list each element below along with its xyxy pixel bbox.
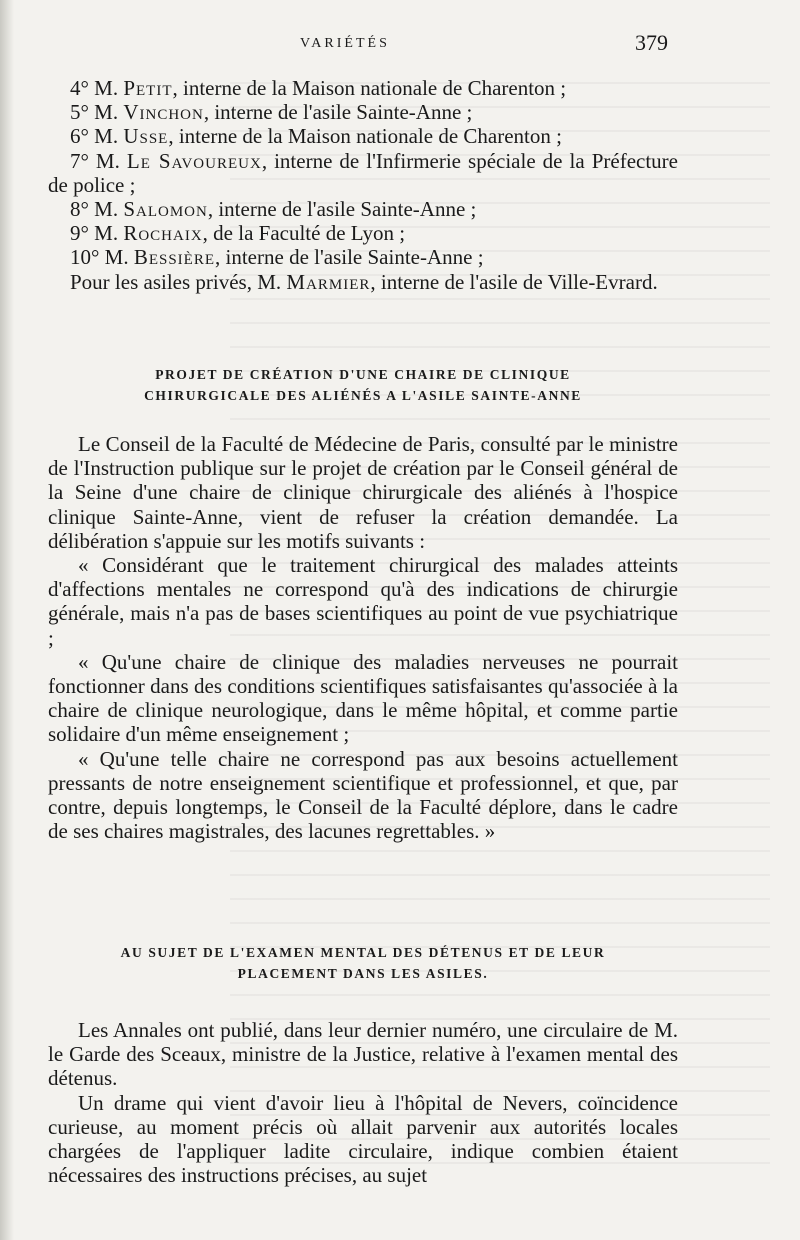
person-name: Bessière — [133, 245, 216, 270]
list-item: 10° M. Bessière, interne de l'asile Sainte-Anne ; — [70, 245, 484, 270]
list-item: 5° M. Vinchon, interne de l'asile Sainte-Anne ; — [70, 100, 473, 125]
paragraph: « Qu'une telle chaire ne correspond pas aux besoins actuellement pressants de notre enseignement scientifique et professionnel, et que, par contre, depuis longtemps, le Conseil de la Faculté déplore, dans le cadre de ses chaires magistrales, des lacunes regrettables. » — [48, 746, 678, 844]
list-item: 8° M. Salomon, interne de l'asile Sainte-Anne ; — [70, 197, 477, 222]
person-name: Le Savoureux — [126, 148, 262, 173]
paragraph: Les Annales ont publié, dans leur dernier numéro, une circulaire de M. le Garde des Sceaux, ministre de la Justice, relative à l'examen mental des détenus. — [48, 1018, 678, 1091]
paragraph: « Qu'une chaire de clinique des maladies nerveuses ne pourrait fonctionner dans des conditions scientifiques satisfaisantes qu'associée à la chaire de clinique neurologique, dans le même hôpital, et comme partie solidaire d'un même enseignement ; — [48, 649, 678, 747]
heading-line: AU SUJET DE L'EXAMEN MENTAL DES DÉTENUS ET DE LEUR — [120, 945, 606, 960]
section-body-examen — [48, 1018, 678, 1187]
paragraph: Un drame qui vient d'avoir lieu à l'hôpital de Nevers, coïncidence curieuse, au moment précis où allait parvenir aux autorités locales chargées de l'appliquer ladite circulaire, indique combien étaient nécessaires des instructions précises, au sujet — [48, 1090, 678, 1188]
list-item: Pour les asiles privés, M. Marmier, interne de l'asile de Ville-Evrard. — [70, 269, 658, 294]
paragraph: « Considérant que le traitement chirurgical des malades atteints d'affections mentales ne correspond qu'à des indications de chirurgie générale, mais n'a pas de bases scientifiques au point de vue psychiatrique ; — [48, 553, 678, 650]
page-number: 379 — [635, 30, 668, 55]
section-heading-chaire — [48, 364, 678, 406]
heading-line: PLACEMENT DANS LES ASILES. — [237, 966, 489, 981]
page-edge-shadow — [0, 0, 14, 1240]
list-item: 7° M. Le Savoureux, interne de l'Infirmerie spéciale de la Préfecture de police ; — [48, 148, 678, 197]
heading-line: PROJET DE CRÉATION D'UNE CHAIRE DE CLINIQUE — [155, 367, 571, 382]
person-name: Salomon — [123, 197, 208, 222]
list-item: 4° M. Petit, interne de la Maison nationale de Charenton ; — [70, 76, 567, 100]
running-title: VARIÉTÉS — [300, 36, 390, 51]
person-name: Rochaix — [123, 221, 203, 246]
person-name: Marmier — [286, 269, 371, 294]
section-body-chaire — [48, 432, 678, 843]
person-name: Vinchon — [123, 100, 204, 125]
list-item: 9° M. Rochaix, de la Faculté de Lyon ; — [70, 221, 406, 246]
person-name: Usse — [123, 124, 169, 149]
list-item: 6° M. Usse, interne de la Maison nationale de Charenton ; — [70, 124, 562, 149]
heading-line: CHIRURGICALE DES ALIÉNÉS A L'ASILE SAINTE-ANNE — [144, 388, 582, 403]
paragraph: Le Conseil de la Faculté de Médecine de Paris, consulté par le ministre de l'Instruction publique sur le projet de création par le Conseil général de la Seine d'une chaire de clinique chirurgicale des aliénés à l'hospice clinique Sainte-Anne, vient de refuser la création demandée. La délibération s'appuie sur les motifs suivants : — [48, 432, 678, 553]
section-heading-examen — [48, 942, 678, 984]
intern-list — [48, 76, 678, 294]
person-name: Petit — [123, 76, 173, 100]
